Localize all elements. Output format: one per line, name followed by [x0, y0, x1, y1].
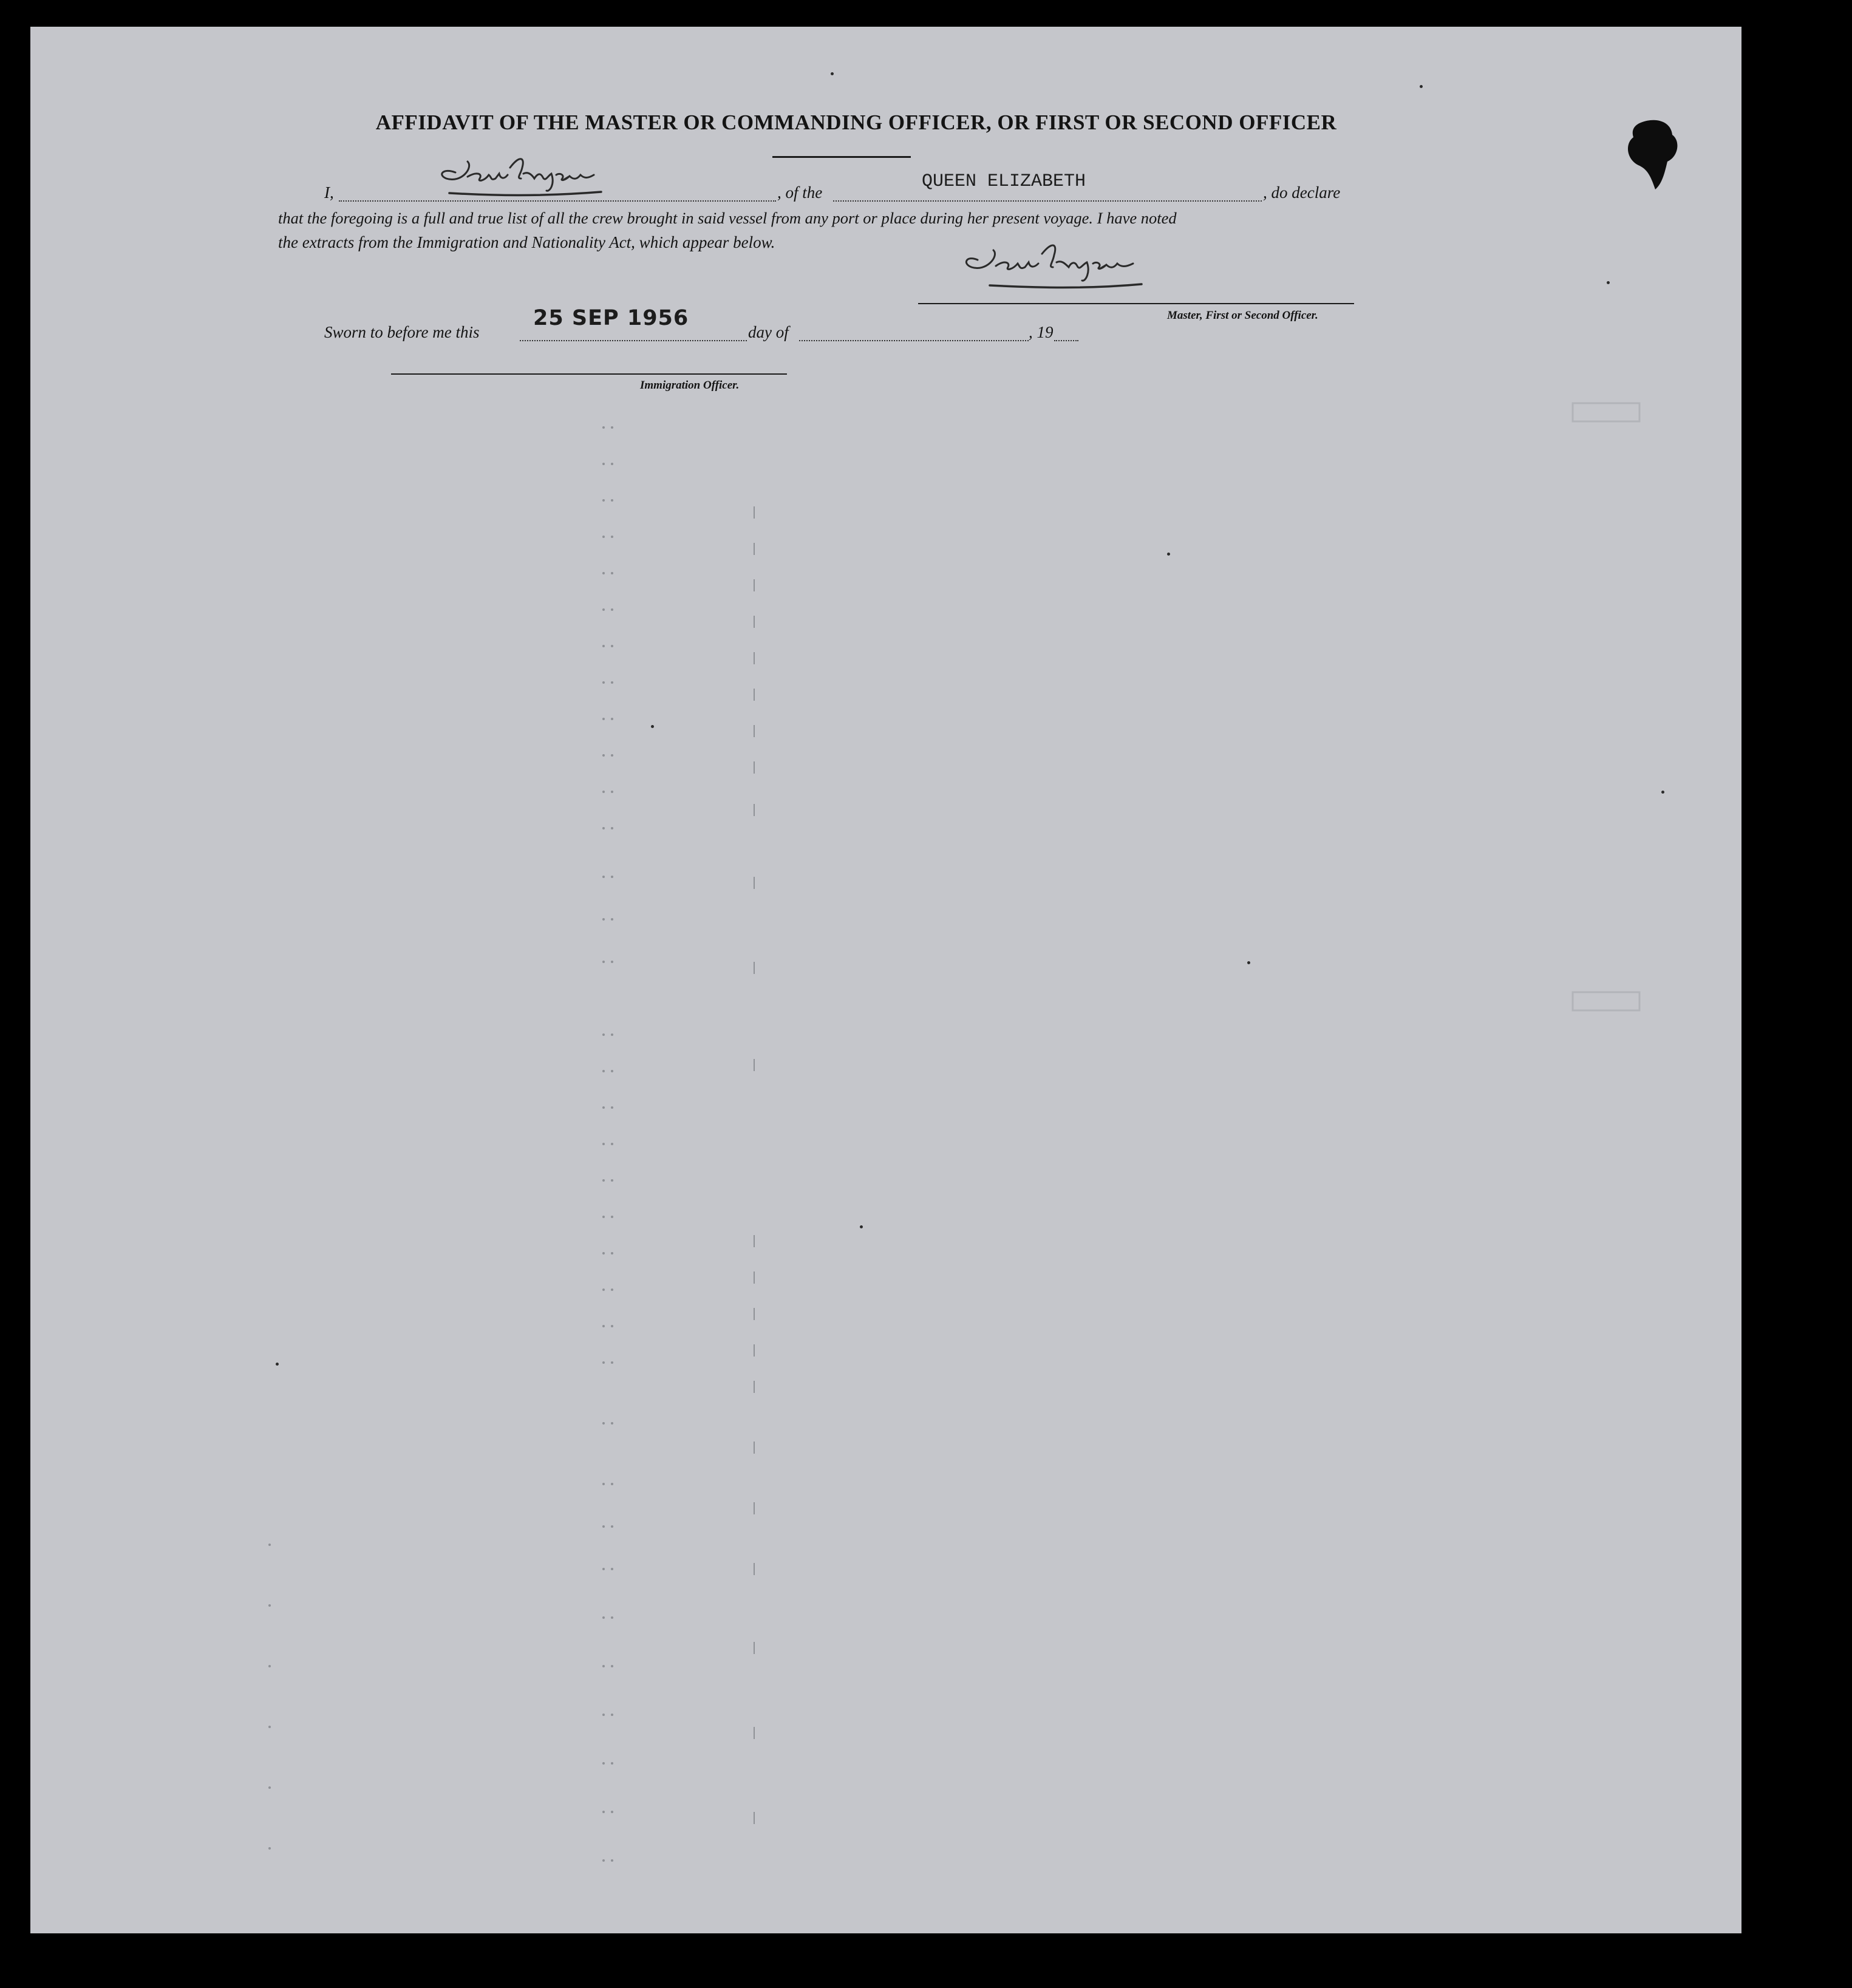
vessel-name: QUEEN ELIZABETH	[922, 171, 1086, 192]
day-of-label: day of	[748, 323, 789, 341]
officer-caption: Master, First or Second Officer.	[1167, 309, 1318, 322]
of-the-label: , of the	[777, 183, 823, 202]
sworn-date-stamp: 25 SEP 1956	[533, 306, 689, 330]
immigration-officer-caption: Immigration Officer.	[640, 379, 740, 392]
do-declare-label: , do declare	[1263, 183, 1341, 202]
declaration-line-1: that the foregoing is a full and true list of all the crew brought in said vessel from any port or place during her present voyage. I have noted	[278, 209, 1177, 227]
declaration-line-2: the extracts from the Immigration and Nationality Act, which appear below.	[278, 233, 775, 251]
year-prefix: , 19	[1029, 323, 1054, 341]
i-label: I,	[324, 183, 334, 202]
bleed-through-dot-columns	[30, 27, 1741, 1933]
affidavit-title: AFFIDAVIT OF THE MASTER OR COMMANDING OFFICER, OR FIRST OR SECOND OFFICER	[375, 111, 1337, 134]
sworn-label: Sworn to before me this	[324, 323, 480, 341]
document-page	[30, 27, 1741, 1933]
